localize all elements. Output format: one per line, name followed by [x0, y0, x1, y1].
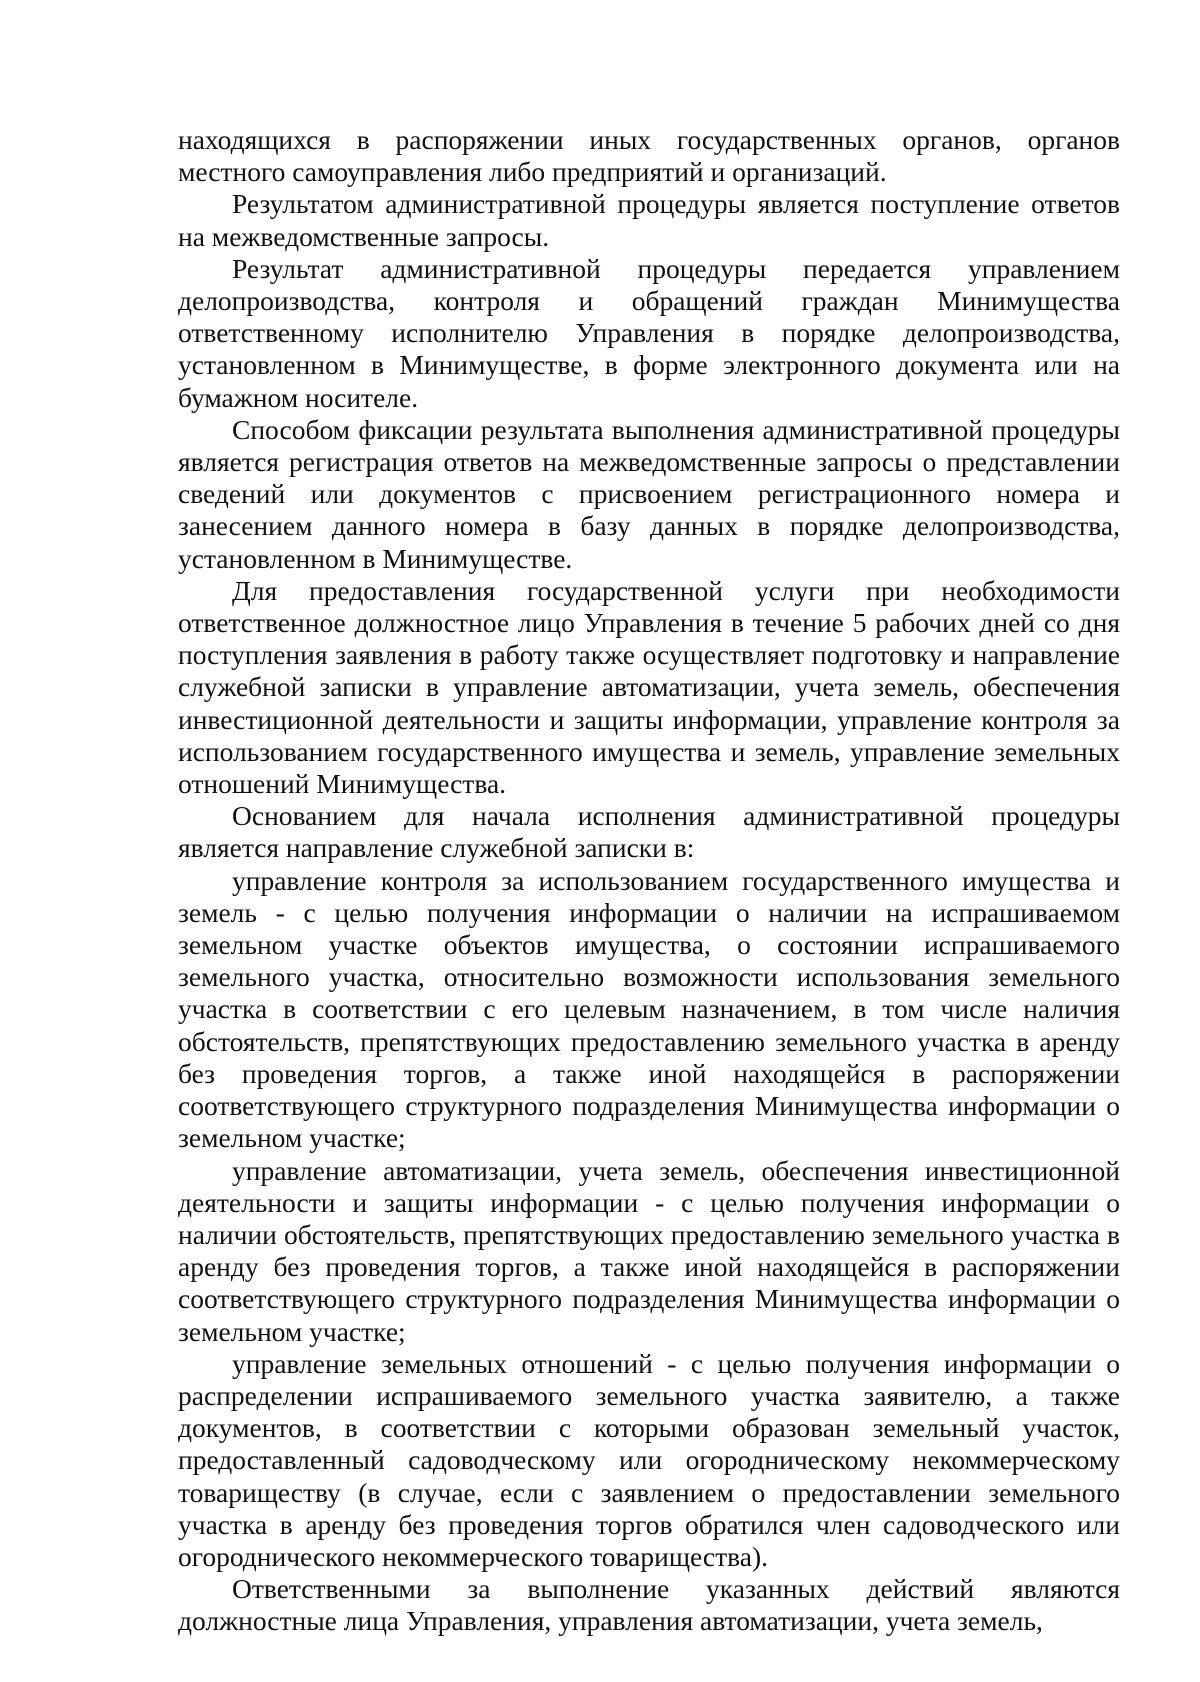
paragraph-automation-department: управление автоматизации, учета земель, обеспечения инвестиционной деятельности и защиты информации - с целью получения информации о наличии обстоятельств, препятствующих предоставлению земельного участка в аренду без проведения торгов, а также иной находящейся в распоряжении соответствующего структурного подразделения Минимущества информации о земельном участке; [178, 1154, 1120, 1347]
paragraph-control-department: управление контроля за использованием государственного имущества и земель - с целью получения информации о наличии на испрашиваемом земельном участке объектов имущества, о состоянии испрашиваемого земельного участка, относительно возможности использования земельного участка в соответствии с его целевым назначением, в том числе наличия обстоятельств, препятствующих предоставлению земельного участка в аренду без проведения торгов, а также иной находящейся в распоряжении соответствующего структурного подразделения Минимущества информации о земельном участке; [178, 864, 1120, 1154]
paragraph-result-procedure: Результатом административной процедуры является поступление ответов на межведомственные запросы. [178, 188, 1120, 252]
paragraph-service-provision: Для предоставления государственной услуги при необходимости ответственное должностное лицо Управления в течение 5 рабочих дней со дня поступления заявления в работу также осуществляет подготовку и направление служебной записки в управление автоматизации, учета земель, обеспечения инвестиционной деятельности и защиты информации, управление контроля за использованием государственного имущества и земель, управление земельных отношений Минимущества. [178, 574, 1120, 800]
paragraph-result-transfer: Результат административной процедуры передается управлением делопроизводства, контроля и обращений граждан Минимущества ответственному исполнителю Управления в порядке делопроизводства, установленном в Минимуществе, в форме электронного документа или на бумажном носителе. [178, 252, 1120, 413]
paragraph-responsible-persons: Ответственными за выполнение указанных действий являются должностные лица Управления, управления автоматизации, учета земель, [178, 1573, 1120, 1637]
paragraph-land-relations-department: управление земельных отношений - с целью получения информации о распределении испрашиваемого земельного участка заявителю, а также документов, в соответствии с которыми образован земельный участок, предоставленный садоводческому или огородническому некоммерческому товариществу (в случае, если с заявлением о предоставлении земельного участка в аренду без проведения торгов обратился член садоводческого или огороднического некоммерческого товарищества). [178, 1347, 1120, 1572]
document-body [178, 124, 1120, 1638]
paragraph-basis: Основанием для начала исполнения административной процедуры является направление служебной записки в: [178, 800, 1120, 864]
paragraph-continuation: находящихся в распоряжении иных государственных органов, органов местного самоуправления либо предприятий и организаций. [178, 124, 1120, 188]
paragraph-fixation-method: Способом фиксации результата выполнения административной процедуры является регистрация ответов на межведомственные запросы о представлении сведений или документов с присвоением регистрационного номера и занесением данного номера в базу данных в порядке делопроизводства, установленном в Минимуществе. [178, 413, 1120, 574]
